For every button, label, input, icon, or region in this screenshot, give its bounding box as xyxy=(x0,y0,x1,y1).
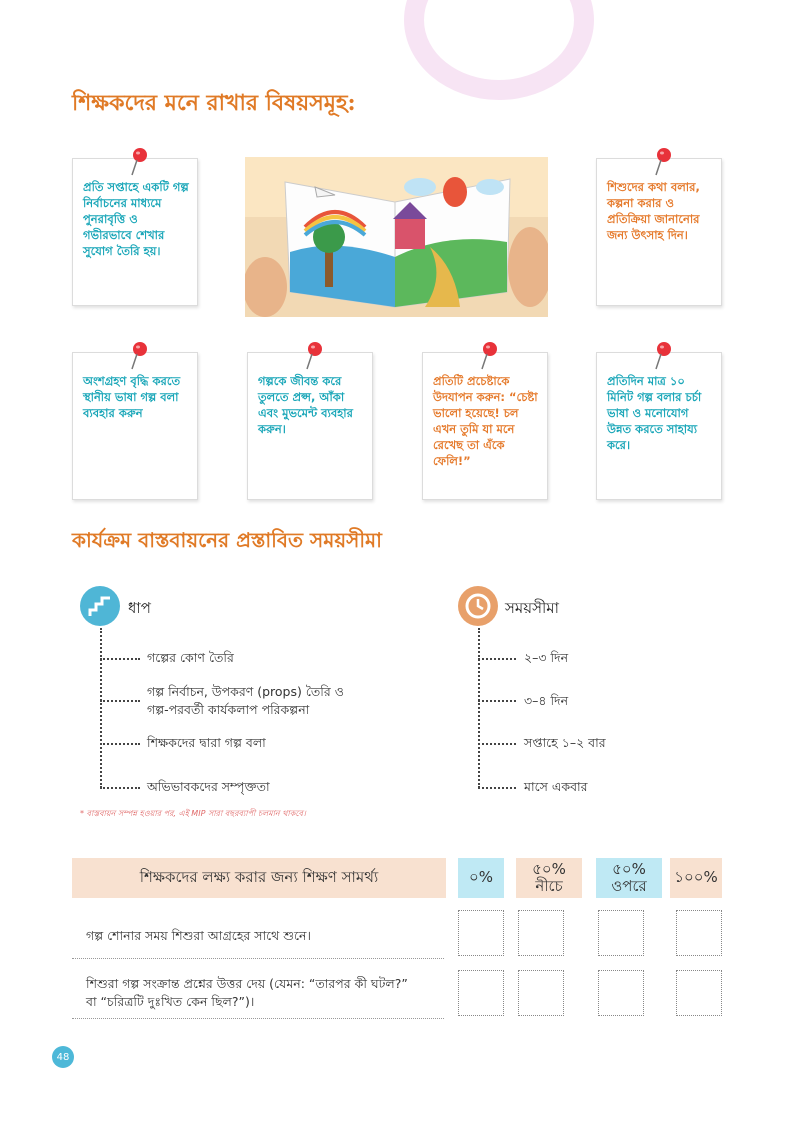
checkbox-cell[interactable] xyxy=(676,910,722,956)
checkbox-cell[interactable] xyxy=(458,970,504,1016)
step-1: গল্পের কোণ তৈরি xyxy=(147,650,234,665)
duration-tick xyxy=(478,787,516,789)
duration-tick xyxy=(478,658,516,660)
table-row-2-line-2: বা “চরিত্রটি দুঃখিত কেন ছিল?”)। xyxy=(86,994,255,1009)
background-decoration xyxy=(404,0,594,100)
heading-teacher-points: শিক্ষকদের মনে রাখার বিষয়সমূহ: xyxy=(72,90,356,116)
note-card-3 xyxy=(72,352,198,500)
note-text: শিশুদের কথা বলার, কল্পনা করার ও প্রতিক্রিয়া জানানোর জন্য উৎসাহ দিন। xyxy=(607,180,700,242)
note-card-6 xyxy=(596,352,722,500)
duration-tick xyxy=(478,743,516,745)
checkbox-cell[interactable] xyxy=(458,910,504,956)
note-text: অংশগ্রহণ বৃদ্ধি করতে স্থানীয় ভাষা গল্প বলা ব্যবহার করুন xyxy=(83,374,181,420)
row-separator xyxy=(72,1018,444,1019)
note-text: প্রতিটি প্রচেষ্টাকে উদযাপন করুন: “চেষ্টা ভালো হয়েছে! চল এখন তুমি যা মনে রেখেছ তা এঁকে ফেলি!” xyxy=(433,374,538,468)
pushpin-icon xyxy=(477,341,501,371)
duration-3: সপ্তাহে ১–২ বার xyxy=(524,735,606,750)
steps-title: ধাপ xyxy=(128,599,151,617)
header-line: ওপরে xyxy=(611,877,647,895)
checkbox-cell[interactable] xyxy=(518,910,564,956)
duration-connector xyxy=(478,628,480,788)
table-row-2-line-1: শিশুরা গল্প সংক্রান্ত প্রশ্নের উত্তর দেয় (যেমন: “তারপর কী ঘটল?” xyxy=(86,976,408,991)
note-card-4 xyxy=(247,352,373,500)
note-card-1 xyxy=(72,158,198,306)
pushpin-icon xyxy=(127,147,151,177)
duration-1: ২–৩ দিন xyxy=(524,650,569,665)
step-3: শিক্ষকদের দ্বারা গল্প বলা xyxy=(147,735,266,750)
note-card-5 xyxy=(422,352,548,500)
story-book-illustration xyxy=(245,157,548,317)
pushpin-icon xyxy=(651,147,675,177)
checkbox-cell[interactable] xyxy=(598,910,644,956)
checkbox-cell[interactable] xyxy=(676,970,722,1016)
step-4: অভিভাবকদের সম্পৃক্ততা xyxy=(147,779,270,794)
header-line: নীচে xyxy=(535,877,563,895)
checkbox-cell[interactable] xyxy=(598,970,644,1016)
clock-icon xyxy=(458,586,498,626)
step-tick xyxy=(100,700,140,702)
table-header-skill: শিক্ষকদের লক্ষ্য করার জন্য শিক্ষণ সামর্থ্য xyxy=(72,858,446,898)
step-tick xyxy=(100,743,140,745)
step-tick xyxy=(100,787,140,789)
row-separator xyxy=(72,958,444,959)
note-text: গল্পকে জীবন্ত করে তুলতে প্রপ্স, আঁকা এবং মুভমেন্ট ব্যবহার করুন। xyxy=(258,374,353,436)
pushpin-icon xyxy=(127,341,151,371)
note-card-2 xyxy=(596,158,722,306)
table-header-below-50 xyxy=(516,858,582,898)
page-number: 48 xyxy=(52,1046,74,1068)
step-tick xyxy=(100,658,140,660)
heading-timeline: কার্যক্রম বাস্তবায়নের প্রস্তাবিত সময়সীমা xyxy=(72,528,382,552)
note-text: প্রতি সপ্তাহে একটি গল্প নির্বাচনের মাধ্যমে পুনরাবৃত্তি ও গভীরভাবে শেখার সুযোগ তৈরি হয়। xyxy=(83,180,189,258)
duration-tick xyxy=(478,700,516,702)
table-row-1-text: গল্প শোনার সময় শিশুরা আগ্রহের সাথে শুনে। xyxy=(86,928,311,943)
checkbox-cell[interactable] xyxy=(518,970,564,1016)
timeline-footnote: * বাস্তবায়ন সম্পন্ন হওয়ার পর, এই MIP সারা বছরব্যাপী চলমান থাকবে। xyxy=(80,809,306,818)
stairs-icon xyxy=(80,586,120,626)
table-header-above-50 xyxy=(596,858,662,898)
duration-4: মাসে একবার xyxy=(524,779,588,794)
header-line: ৫০% xyxy=(612,860,646,878)
duration-2: ৩–৪ দিন xyxy=(524,693,569,708)
table-header-0: ০% xyxy=(458,858,504,898)
steps-connector xyxy=(100,628,102,788)
step-2-line-2: গল্প-পরবর্তী কার্যকলাপ পরিকল্পনা xyxy=(147,702,310,717)
table-header-100: ১০০% xyxy=(670,858,722,898)
header-line: ৫০% xyxy=(532,860,566,878)
pushpin-icon xyxy=(651,341,675,371)
duration-title: সময়সীমা xyxy=(505,599,559,617)
note-text: প্রতিদিন মাত্র ১০ মিনিট গল্প বলার চর্চা ভাষা ও মনোযোগ উন্নত করতে সাহায্য করে। xyxy=(607,374,702,452)
pushpin-icon xyxy=(302,341,326,371)
step-2-line-1: গল্প নির্বাচন, উপকরণ (props) তৈরি ও xyxy=(147,684,344,699)
